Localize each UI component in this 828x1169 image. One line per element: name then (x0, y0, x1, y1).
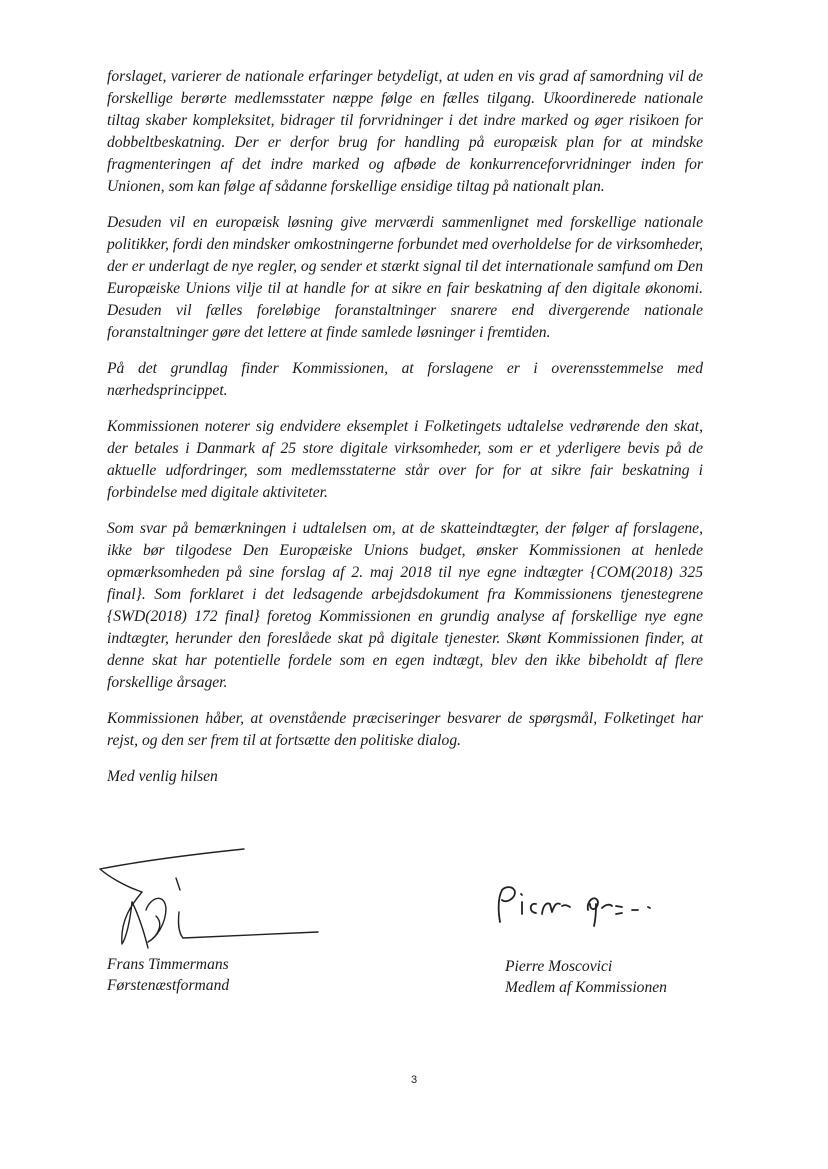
signatory-title: Førstenæstformand (107, 977, 230, 994)
paragraph-2: Desuden vil en europæisk løsning give merværdi sammenlignet med forskellige nationale politikker, fordi den mindsker omkostningerne forbundet med overholdelse for de virksomheder, der er underlagt de nye regler, og sender et stærkt signal til det internationale samfund om Den Europæiske Unions vilje til at handle for at sikre en fair beskatning af den digitale økonomi. Desuden vil fælles foreløbige foranstaltninger snarere end divergerende nationale foranstaltninger gøre det lettere at finde samlede løsninger i fremtiden. (107, 214, 703, 341)
signatory-block-timmermans (107, 954, 229, 996)
page-number: 3 (410, 1074, 418, 1086)
signatory-name: Frans Timmermans (107, 956, 229, 973)
paragraph-6: Kommissionen håber, at ovenstående præciseringer besvarer de spørgsmål, Folketinget har rejst, og den ser frem til at fortsætte den politiske dialog. (107, 710, 703, 749)
signatory-name: Pierre Moscovici (505, 958, 613, 975)
signatory-block-moscovici (505, 956, 667, 998)
signature-timmermans (86, 842, 326, 954)
paragraph-3: På det grundlag finder Kommissionen, at forslagene er i overensstemmelse med nærhedsprincippet. (107, 360, 703, 399)
paragraph-5: Som svar på bemærkningen i udtalelsen om, at de skatteindtægter, der følger af forslagene, ikke bør tilgodese Den Europæiske Unions budget, ønsker Kommissionen at henlede opmærksomheden på sine forslag af 2. maj 2018 til nye egne indtægter {COM(2018) 325 final}. Som forklaret i det ledsagende arbejdsdokument fra Kommissionens tjenestegrene {SWD(2018) 172 final} foretog Kommissionen en grundig analyse af forskellige nye egne indtægter, herunder den foreslåede skat på digitale tjenester. Skønt Kommissionen finder, at denne skat har potentielle fordele som en egen indtægt, blev den ikke bibeholdt af flere forskellige årsager. (107, 520, 703, 691)
closing-salutation: Med venlig hilsen (107, 768, 218, 785)
paragraph-4: Kommissionen noterer sig endvidere eksemplet i Folketingets udtalelse vedrørende den skat, der betales i Danmark af 25 store digitale virksomheder, som er et yderligere bevis på de aktuelle udfordringer, som medlemsstaterne står over for for at sikre fair beskatning i forbindelse med digitale aktiviteter. (107, 418, 703, 501)
signature-moscovici (492, 880, 662, 930)
paragraph-1: forslaget, varierer de nationale erfaringer betydeligt, at uden en vis grad af samordning vil de forskellige berørte medlemsstater næppe følge en fælles tilgang. Ukoordinerede nationale tiltag skaber kompleksitet, bidrager til forvridninger i det indre marked og øger risikoen for dobbeltbeskatning. Der er derfor brug for handling på europæisk plan for at mindske fragmenteringen af det indre marked og afbøde de konkurrenceforvridninger inden for Unionen, som kan følge af sådanne forskellige ensidige tiltag på nationalt plan. (107, 68, 703, 195)
signatory-title: Medlem af Kommissionen (505, 979, 667, 996)
letter-body (107, 66, 703, 802)
